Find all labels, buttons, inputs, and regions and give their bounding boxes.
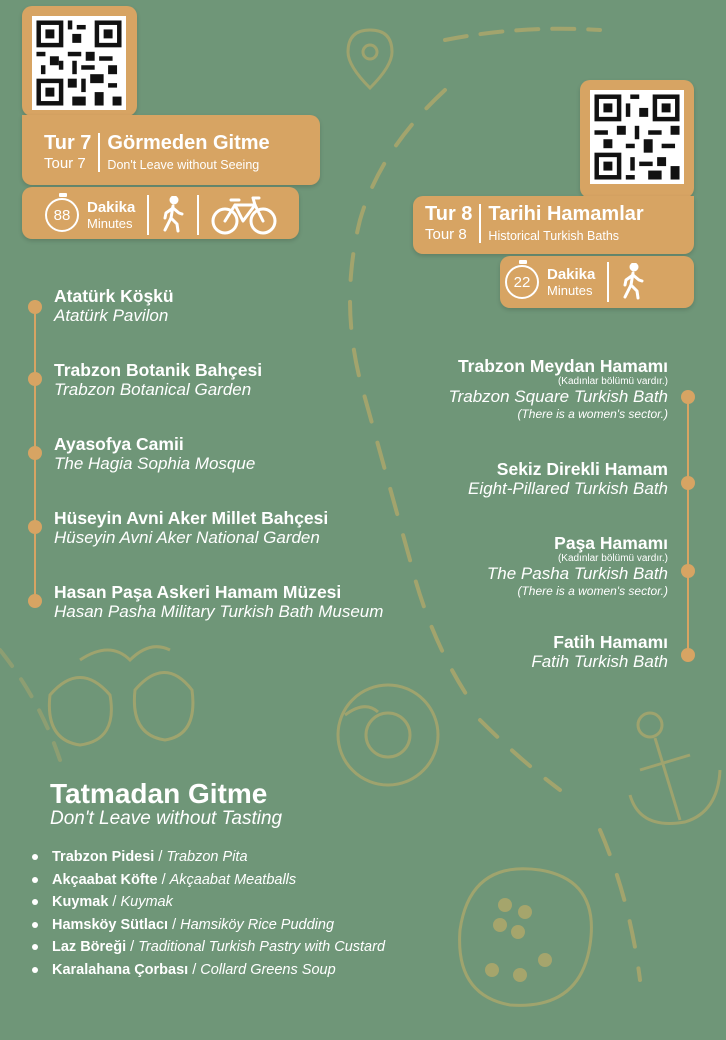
- tour8-number-en: Tour 8: [425, 226, 467, 243]
- bullet-icon: [32, 899, 38, 905]
- divider: [479, 204, 481, 243]
- bicycle-icon: [211, 195, 277, 235]
- tour7-stop: [54, 434, 255, 475]
- food-name-en: Trabzon Pita: [166, 849, 248, 866]
- tour8-timeline-line: [687, 398, 689, 656]
- stop-note-tr: (Kadınlar bölümü vardır.): [557, 553, 668, 565]
- stop-name-tr: Fatih Hamamı: [553, 632, 668, 652]
- stop-name-en: Atatürk Pavilon: [54, 306, 169, 326]
- stop-name-en: Hüseyin Avni Aker National Garden: [54, 528, 320, 548]
- slash-separator: /: [192, 961, 197, 978]
- anchor-icon: [630, 713, 720, 823]
- food-name-en: Akçaabat Meatballs: [169, 871, 297, 888]
- tour8-duration: [505, 262, 645, 302]
- tour8-name-tr: Tarihi Hamamlar: [488, 203, 644, 225]
- tour8-number-tr: Tur 8: [425, 203, 473, 225]
- bullet-icon: [32, 854, 38, 860]
- tour8-minutes-tr: Dakika: [547, 266, 596, 283]
- stop-name-en: Trabzon Botanical Garden: [54, 380, 252, 400]
- location-pin-icon: [348, 30, 392, 88]
- tasting-subtitle: Don't Leave without Tasting: [50, 808, 283, 829]
- timeline-dot: [28, 300, 42, 314]
- tour8-stop: [468, 459, 668, 500]
- slash-separator: /: [158, 849, 163, 866]
- food-name-tr: Laz Böreği: [52, 939, 127, 956]
- qr-code-icon: [590, 90, 684, 184]
- stop-name-tr: Ayasofya Camii: [54, 434, 184, 454]
- stop-name-tr: Hasan Paşa Askeri Hamam Müzesi: [54, 582, 342, 602]
- food-list: [32, 846, 385, 981]
- tour7-name-tr: Görmeden Gitme: [107, 132, 270, 154]
- stop-note-tr: (Kadınlar bölümü vardır.): [557, 376, 668, 388]
- slash-separator: /: [172, 916, 177, 933]
- slash-separator: /: [112, 894, 117, 911]
- food-name-en: Kuymak: [120, 894, 173, 911]
- divider: [197, 195, 199, 235]
- bullet-icon: [32, 967, 38, 973]
- hazelnut-icon: [49, 647, 193, 745]
- timeline-dot: [28, 372, 42, 386]
- stop-name-en: Fatih Turkish Bath: [531, 652, 668, 672]
- stop-name-en: The Pasha Turkish Bath: [486, 564, 668, 584]
- tour8-stop: [448, 356, 668, 421]
- tour7-title: [44, 133, 270, 172]
- tour7-stop: [54, 360, 262, 401]
- tour7-minutes-en: Minutes: [87, 216, 133, 231]
- tour7-minutes-tr: Dakika: [87, 199, 136, 216]
- tour7-stop: [54, 508, 328, 549]
- divider: [607, 262, 609, 302]
- tasting-title: Tatmadan Gitme: [50, 778, 268, 809]
- list-item: [32, 959, 385, 982]
- tour7-name-en: Don't Leave without Seeing: [107, 158, 260, 172]
- divider: [147, 195, 149, 235]
- stop-note-en: (There is a women's sector.): [517, 583, 668, 598]
- divider: [98, 133, 100, 172]
- timeline-dot: [681, 476, 695, 490]
- tour8-stop: [531, 632, 668, 673]
- list-item: [32, 936, 385, 959]
- food-plate-icon: [338, 685, 438, 785]
- stop-name-tr: Sekiz Direkli Hamam: [496, 459, 668, 479]
- list-item: [32, 869, 385, 892]
- timeline-dot: [681, 390, 695, 404]
- walking-person-icon: [161, 196, 185, 234]
- stop-name-tr: Paşa Hamamı: [554, 533, 668, 553]
- stop-name-tr: Trabzon Botanik Bahçesi: [54, 360, 263, 380]
- food-name-tr: Akçaabat Köfte: [52, 871, 158, 888]
- list-item: [32, 846, 385, 869]
- tour8-minutes: 22: [513, 273, 531, 291]
- timeline-dot: [681, 648, 695, 662]
- timeline-dot: [681, 564, 695, 578]
- slash-separator: /: [161, 871, 166, 888]
- stopwatch-icon: [45, 198, 79, 232]
- food-name-tr: Kuymak: [52, 894, 109, 911]
- tour7-qr-code[interactable]: [32, 16, 126, 110]
- tour7-stop: [54, 286, 174, 327]
- food-name-en: Traditional Turkish Pastry with Custard: [138, 939, 386, 956]
- bullet-icon: [32, 922, 38, 928]
- tour7-minutes: 88: [53, 206, 71, 224]
- tour8-stop: [487, 533, 668, 598]
- bullet-icon: [32, 944, 38, 950]
- tour7-stop: [54, 582, 383, 623]
- food-name-en: Collard Greens Soup: [200, 961, 336, 978]
- stop-note-en: (There is a women's sector.): [517, 406, 668, 421]
- tour7-number-en: Tour 7: [44, 155, 86, 172]
- food-name-en: Hamsiköy Rice Pudding: [180, 916, 335, 933]
- food-name-tr: Trabzon Pidesi: [52, 849, 155, 866]
- stop-name-en: Eight-Pillared Turkish Bath: [468, 479, 668, 499]
- qr-code-icon: [32, 16, 126, 110]
- stop-name-en: Hasan Pasha Military Turkish Bath Museum: [54, 602, 384, 622]
- walking-person-icon: [621, 263, 645, 301]
- tour8-minutes-en: Minutes: [547, 283, 593, 298]
- stop-name-tr: Hüseyin Avni Aker Millet Bahçesi: [54, 508, 329, 528]
- stop-name-tr: Atatürk Köşkü: [54, 286, 174, 306]
- tour7-duration: [45, 195, 277, 235]
- stop-name-en: Trabzon Square Turkish Bath: [448, 387, 668, 407]
- list-item: [32, 914, 385, 937]
- stop-name-tr: Trabzon Meydan Hamamı: [457, 356, 668, 376]
- food-name-tr: Karalahana Çorbası: [52, 961, 189, 978]
- list-item: [32, 891, 385, 914]
- timeline-dot: [28, 520, 42, 534]
- tour8-title: [425, 204, 644, 243]
- stopwatch-icon: [505, 265, 539, 299]
- bullet-icon: [32, 877, 38, 883]
- tour8-name-en: Historical Turkish Baths: [488, 229, 620, 243]
- slash-separator: /: [130, 939, 135, 956]
- food-name-tr: Hamsköy Sütlacı: [52, 916, 169, 933]
- tour7-number-tr: Tur 7: [44, 132, 92, 154]
- timeline-dot: [28, 446, 42, 460]
- tour8-qr-code[interactable]: [590, 90, 684, 184]
- food-plate-icon: [460, 869, 592, 1006]
- timeline-dot: [28, 594, 42, 608]
- stop-name-en: The Hagia Sophia Mosque: [54, 454, 256, 474]
